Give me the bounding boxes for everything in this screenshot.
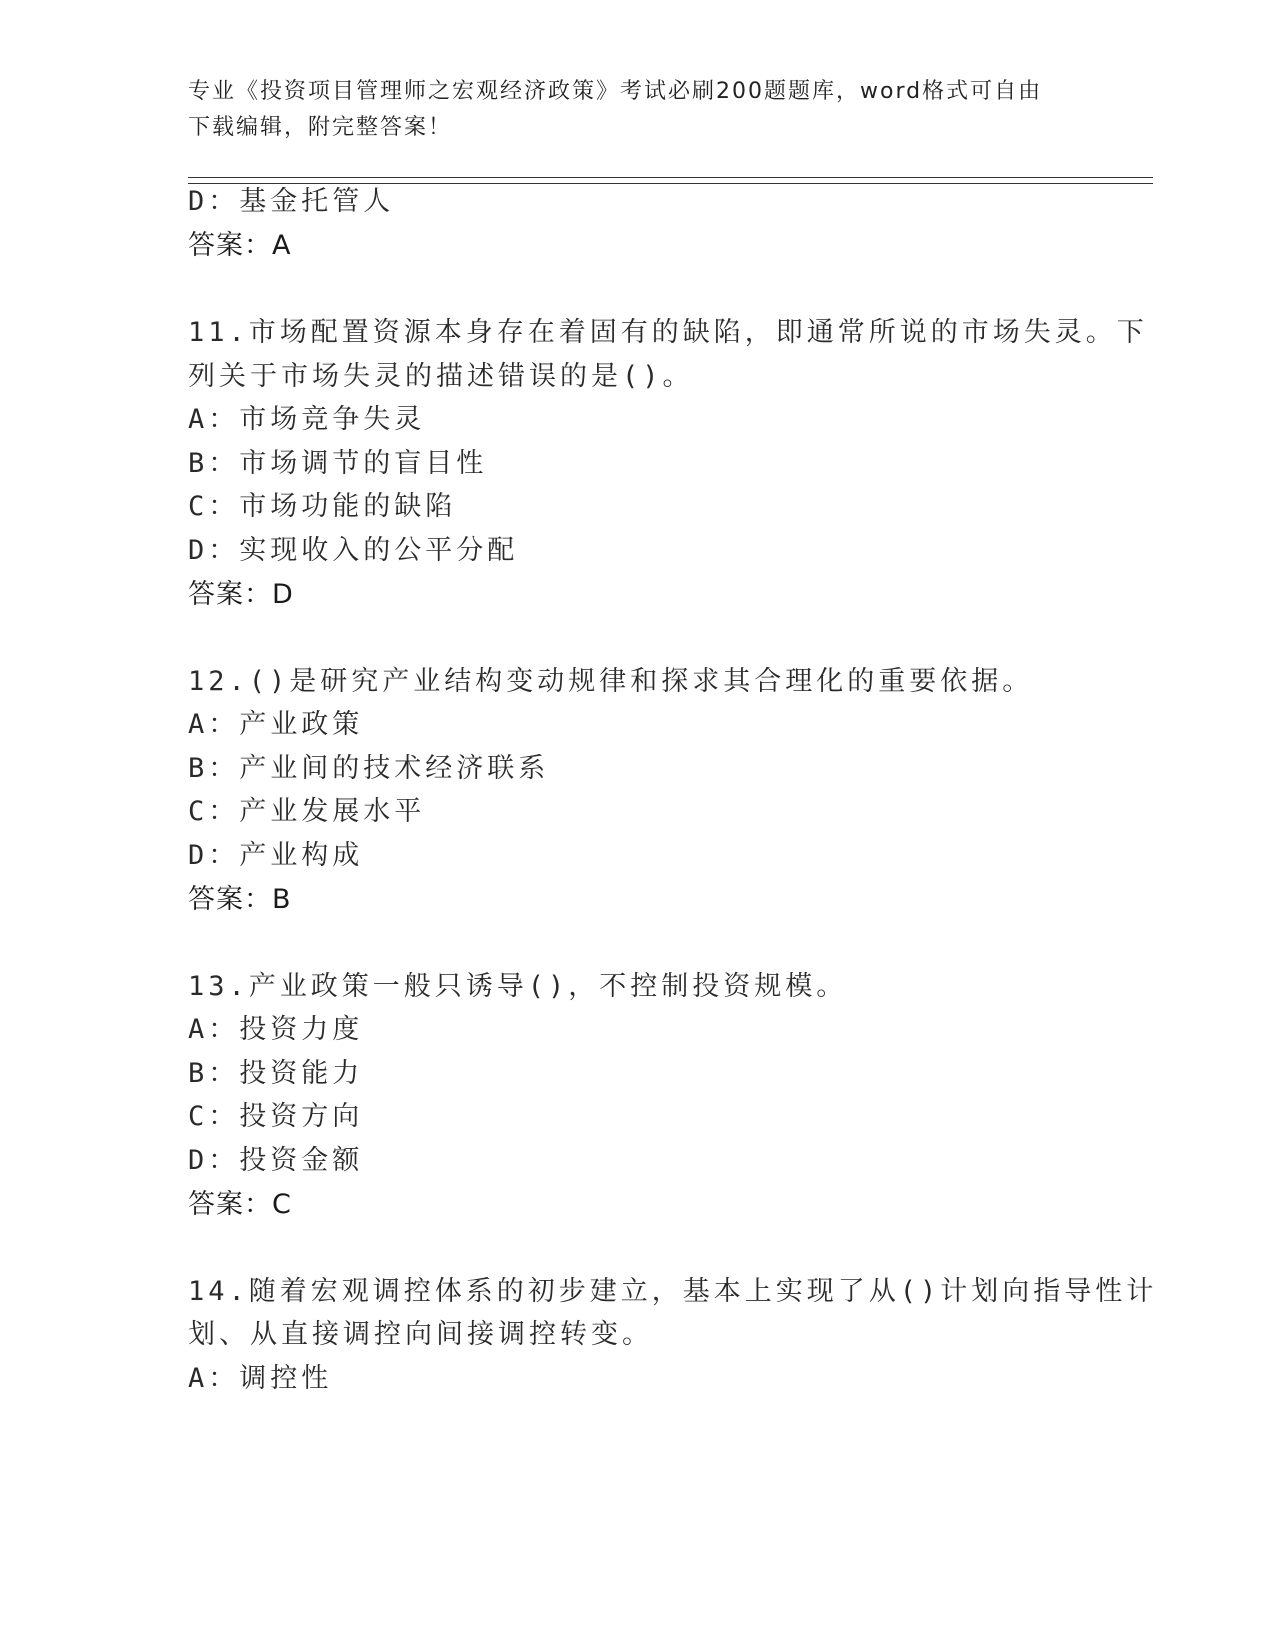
q14-stem-line-2: 划、从直接调控向间接调控转变。 bbox=[188, 1319, 653, 1350]
q11-option-c: C：市场功能的缺陷 bbox=[188, 491, 457, 522]
q12-option-a: A：产业政策 bbox=[188, 709, 364, 740]
q11-answer: 答案：D bbox=[188, 579, 294, 610]
q11-option-d: D：实现收入的公平分配 bbox=[188, 535, 519, 566]
q11-stem-line-2: 列关于市场失灵的描述错误的是()。 bbox=[188, 361, 694, 392]
q14-option-a: A：调控性 bbox=[188, 1363, 333, 1394]
q12-answer: 答案：B bbox=[188, 884, 292, 915]
q12-option-c: C：产业发展水平 bbox=[188, 796, 426, 827]
q12-stem-line-1: 12.()是研究产业结构变动规律和探求其合理化的重要依据。 bbox=[188, 666, 1034, 697]
header-line-1: 专业《投资项目管理师之宏观经济政策》考试必刷200题题库，word格式可自由 bbox=[188, 79, 1043, 104]
document-header bbox=[188, 74, 1088, 146]
q13-option-b: B：投资能力 bbox=[188, 1058, 364, 1089]
q11-option-b: B：市场调节的盲目性 bbox=[188, 448, 488, 479]
q14-stem-line-1: 14.随着宏观调控体系的初步建立，基本上实现了从()计划向指导性计 bbox=[188, 1276, 1158, 1307]
header-divider-top bbox=[188, 177, 1153, 178]
q13-option-d: D：投资金额 bbox=[188, 1145, 364, 1176]
q12-option-b: B：产业间的技术经济联系 bbox=[188, 753, 550, 784]
header-line-2: 下载编辑，附完整答案！ bbox=[188, 115, 453, 140]
q12-option-d: D：产业构成 bbox=[188, 840, 364, 871]
q11-stem-line-1: 11.市场配置资源本身存在着固有的缺陷，即通常所说的市场失灵。下 bbox=[188, 317, 1148, 348]
q13-stem-line-1: 13.产业政策一般只诱导()，不控制投资规模。 bbox=[188, 971, 848, 1002]
prev-option-d: D：基金托管人 bbox=[188, 186, 395, 217]
q13-option-c: C：投资方向 bbox=[188, 1101, 364, 1132]
prev-answer: 答案：A bbox=[188, 230, 292, 261]
q13-answer: 答案：C bbox=[188, 1189, 292, 1220]
q11-option-a: A：市场竞争失灵 bbox=[188, 404, 426, 435]
q13-option-a: A：投资力度 bbox=[188, 1014, 364, 1045]
